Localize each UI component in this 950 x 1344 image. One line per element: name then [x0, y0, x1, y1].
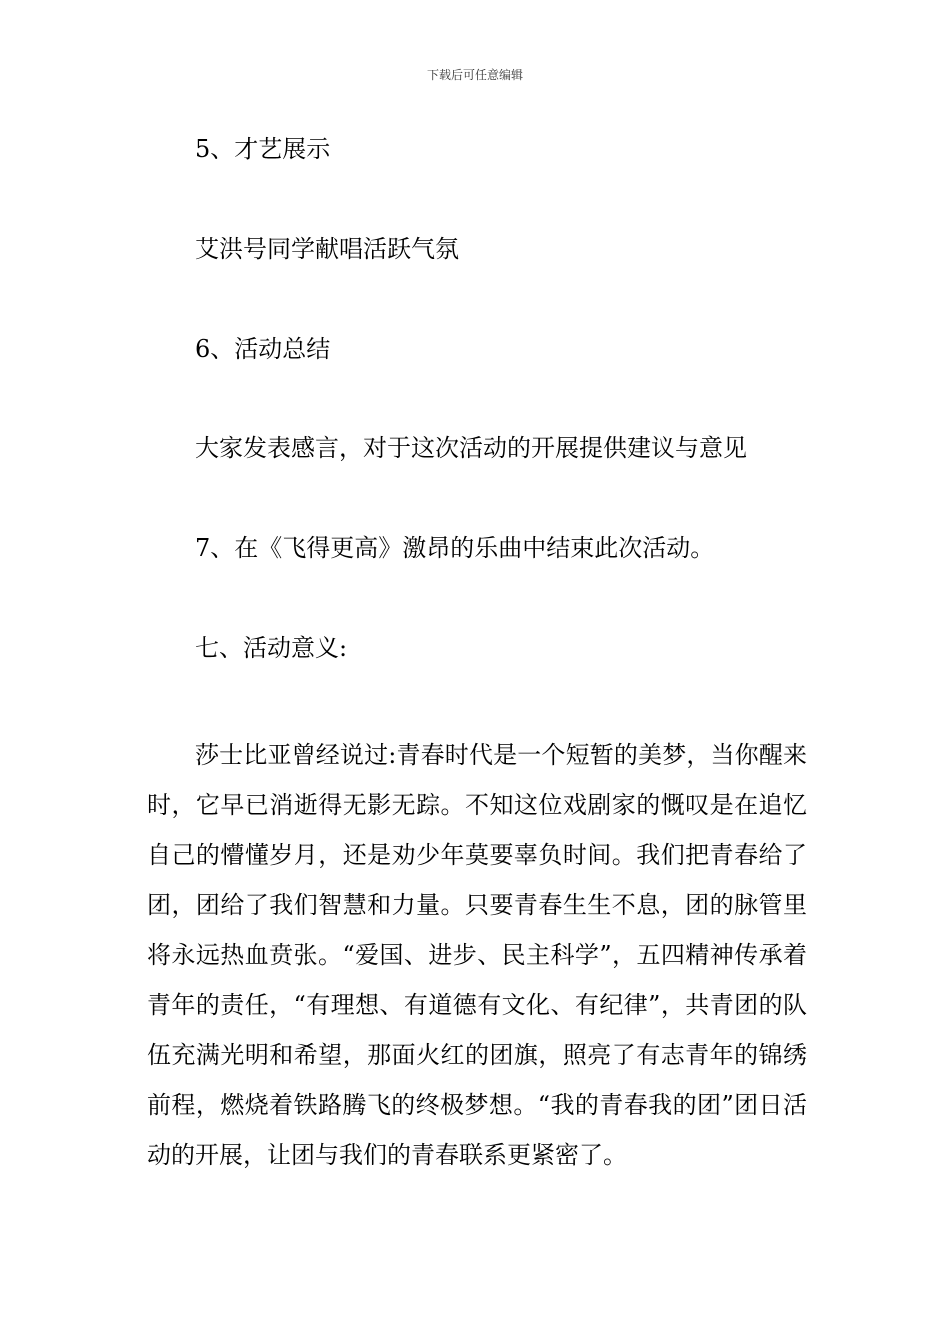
- summary-text: 大家发表感言，对于这次活动的开展提供建议与意见: [195, 434, 747, 462]
- header-note: 下载后可任意编辑: [426, 68, 523, 82]
- meaning-paragraph: 莎士比亚曾经说过:青春时代是一个短暂的美梦，当你醒来时，它早已消逝得无影无踪。不知这位戏剧家的慨叹是在追忆自己的懵懂岁月，还是劝少年莫要辜负时间。我们把青春给了团，团给了我们智慧和力量。只要青春生生不息，团的脉管里将永远热血贲张。“爱国、进步、民主科学”，五四精神传承着青年的责任，“有理想、有道德有文化、有纪律”，共青团的队伍充满光明和希望，那面火红的团旗，照亮了有志青年的锦绣前程，燃烧着铁路腾飞的终极梦想。“我的青春我的团”团日活动的开展，让团与我们的青春联系更紧密了。: [147, 741, 807, 1169]
- closing-text: 7、在《飞得更高》激昂的乐曲中结束此次活动。: [195, 534, 715, 562]
- talent-text: 艾洪号同学献唱活跃气氛: [195, 235, 459, 263]
- meaning-heading: 七、活动意义:: [195, 634, 348, 662]
- talent-heading: 5、才艺展示: [195, 135, 331, 163]
- summary-heading: 6、活动总结: [195, 335, 331, 363]
